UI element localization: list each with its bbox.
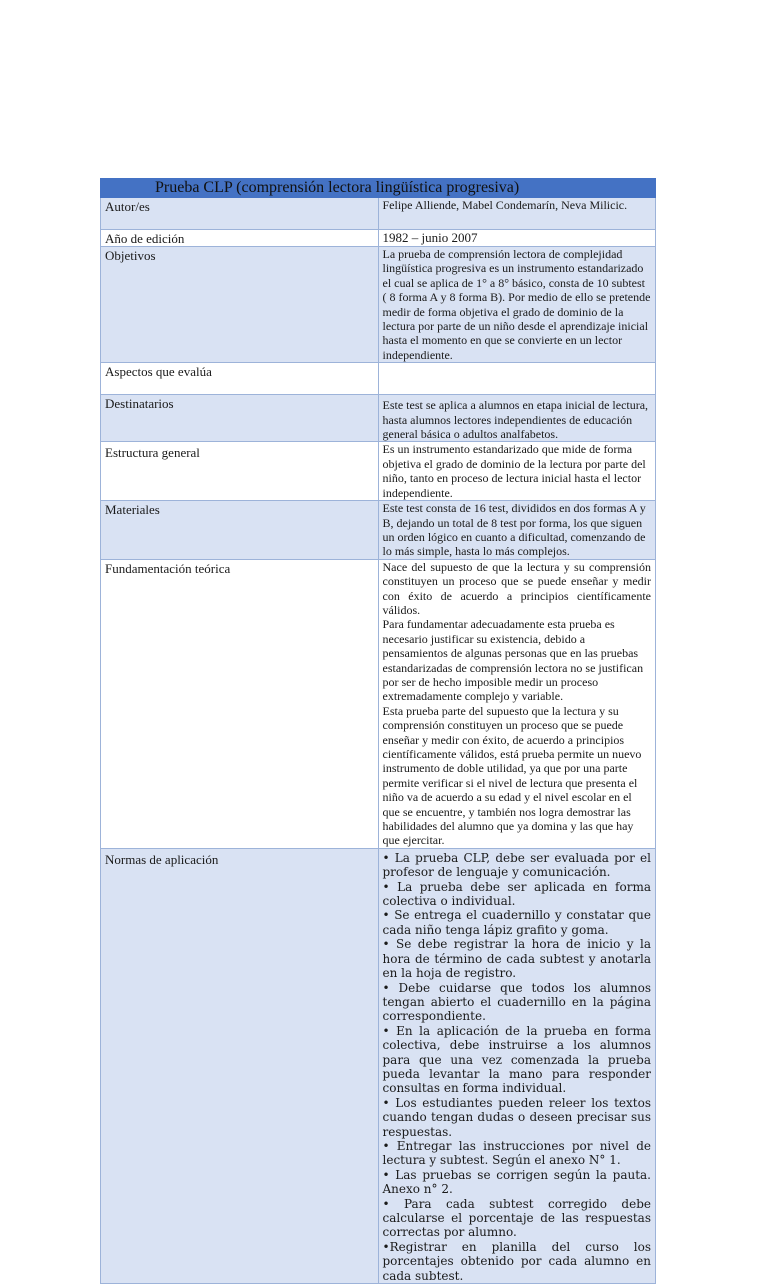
row-value: Felipe Alliende, Mabel Condemarín, Neva Milicic. <box>378 198 656 230</box>
table-title: Prueba CLP (comprensión lectora lingüística progresiva) <box>101 179 656 198</box>
row-label: Objetivos <box>101 247 379 363</box>
row-label: Materiales <box>101 501 379 560</box>
row-label: Normas de aplicación <box>101 848 379 1283</box>
row-autores <box>101 198 656 230</box>
row-label: Destinatarios <box>101 395 379 442</box>
table-title-row <box>101 179 656 198</box>
row-label: Autor/es <box>101 198 379 230</box>
row-value <box>378 848 656 1283</box>
row-label: Aspectos que evalúa <box>101 363 379 395</box>
norma-item: • Se entrega el cuadernillo y constatar que cada niño tenga lápiz grafito y goma. <box>382 908 651 937</box>
row-normas <box>101 848 656 1283</box>
norma-item: • Los estudiantes pueden releer los textos cuando tengan dudas o deseen precisar sus respuestas. <box>382 1095 651 1139</box>
fundamentacion-paragraph: Nace del supuesto de que la lectura y su comprensión constituyen un proceso que se puede enseñar y medir con éxito de acuerdo a principios científicamente válidos. <box>382 559 651 617</box>
row-fundamentacion <box>101 559 656 848</box>
fundamentacion-paragraph: Esta prueba parte del supuesto que la lectura y su comprensión constituyen un proceso que se puede enseñar y medir con éxito, de acuerdo a principios científicamente válidos, está prueba permite un nuevo instrumento de doble utilidad, ya que por una parte permite verificar si el nivel de lectura que presenta el niño va de acuerdo a su edad y el nivel escolar en el que se encuentre, y también nos logra demostrar las habilidades del alumno que ya domina y las que hay que ejercitar. <box>382 703 642 848</box>
row-destinatarios <box>101 395 656 442</box>
norma-item: • Se debe registrar la hora de inicio y la hora de término de cada subtest y anotarla en la hoja de registro. <box>382 937 651 981</box>
row-objetivos <box>101 247 656 363</box>
row-aspectos <box>101 363 656 395</box>
clp-summary-table <box>100 178 656 1284</box>
row-ano-edicion <box>101 230 656 247</box>
norma-item: • La prueba CLP, debe ser evaluada por el profesor de lenguaje y comunicación. <box>382 850 651 880</box>
norma-item: • Debe cuidarse que todos los alumnos tengan abierto el cuadernillo en la página correspondiente. <box>382 980 651 1024</box>
row-value: Este test consta de 16 test, divididos en dos formas A y B, dejando un total de 8 test por forma, los que siguen un orden lógico en cuanto a dificultad, comenzando de lo más simple, hasta lo más complejos. <box>378 501 656 560</box>
norma-item: • Entregar las instrucciones por nivel de lectura y subtest. Según el anexo N° 1. <box>382 1138 651 1168</box>
row-label: Fundamentación teórica <box>101 559 379 848</box>
norma-item: • La prueba debe ser aplicada en forma colectiva o individual. <box>382 879 651 909</box>
row-value: Es un instrumento estandarizado que mide de forma objetiva el grado de dominio de la lectura por parte del niño, tanto en proceso de lectura inicial hasta el lector independiente. <box>378 442 656 501</box>
row-estructura <box>101 442 656 501</box>
row-value: La prueba de comprensión lectora de complejidad lingüística progresiva es un instrumento estandarizado el cual se aplica de 1° a 8° básico, consta de 10 subtest ( 8 forma A y 8 forma B). Por medio de ello se pretende medir de forma objetiva el grado de dominio de la lectura por parte de un niño desde el aprendizaje inicial hasta el momento en que se convierte en un lector independiente. <box>378 247 656 363</box>
row-label: Estructura general <box>101 442 379 501</box>
norma-item: •Registrar en planilla del curso los porcentajes obtenido por cada alumno en cada subtest. <box>382 1239 651 1283</box>
norma-item: • En la aplicación de la prueba en forma colectiva, debe instruirse a los alumnos para que una vez comenzada la prueba pueda levantar la mano para responder consultas en forma individual. <box>382 1023 651 1096</box>
row-value <box>378 559 656 848</box>
norma-item: • Las pruebas se corrigen según la pauta. Anexo n° 2. <box>382 1167 651 1197</box>
row-label: Año de edición <box>101 230 379 247</box>
row-materiales <box>101 501 656 560</box>
row-value <box>378 363 656 395</box>
row-value: 1982 – junio 2007 <box>378 230 656 247</box>
norma-item: • Para cada subtest corregido debe calcularse el porcentaje de las respuestas correctas por alumno. <box>382 1196 651 1240</box>
row-value: Este test se aplica a alumnos en etapa inicial de lectura, hasta alumnos lectores independientes de educación general básica o adultos analfabetos. <box>378 395 656 442</box>
fundamentacion-paragraph: Para fundamentar adecuadamente esta prueba es necesario justificar su existencia, debido a pensamientos de algunas personas que en las pruebas estandarizadas de comprensión lectora no se justifican por ser de hecho imposible medir un proceso extremadamente complejo y variable. <box>382 617 644 704</box>
